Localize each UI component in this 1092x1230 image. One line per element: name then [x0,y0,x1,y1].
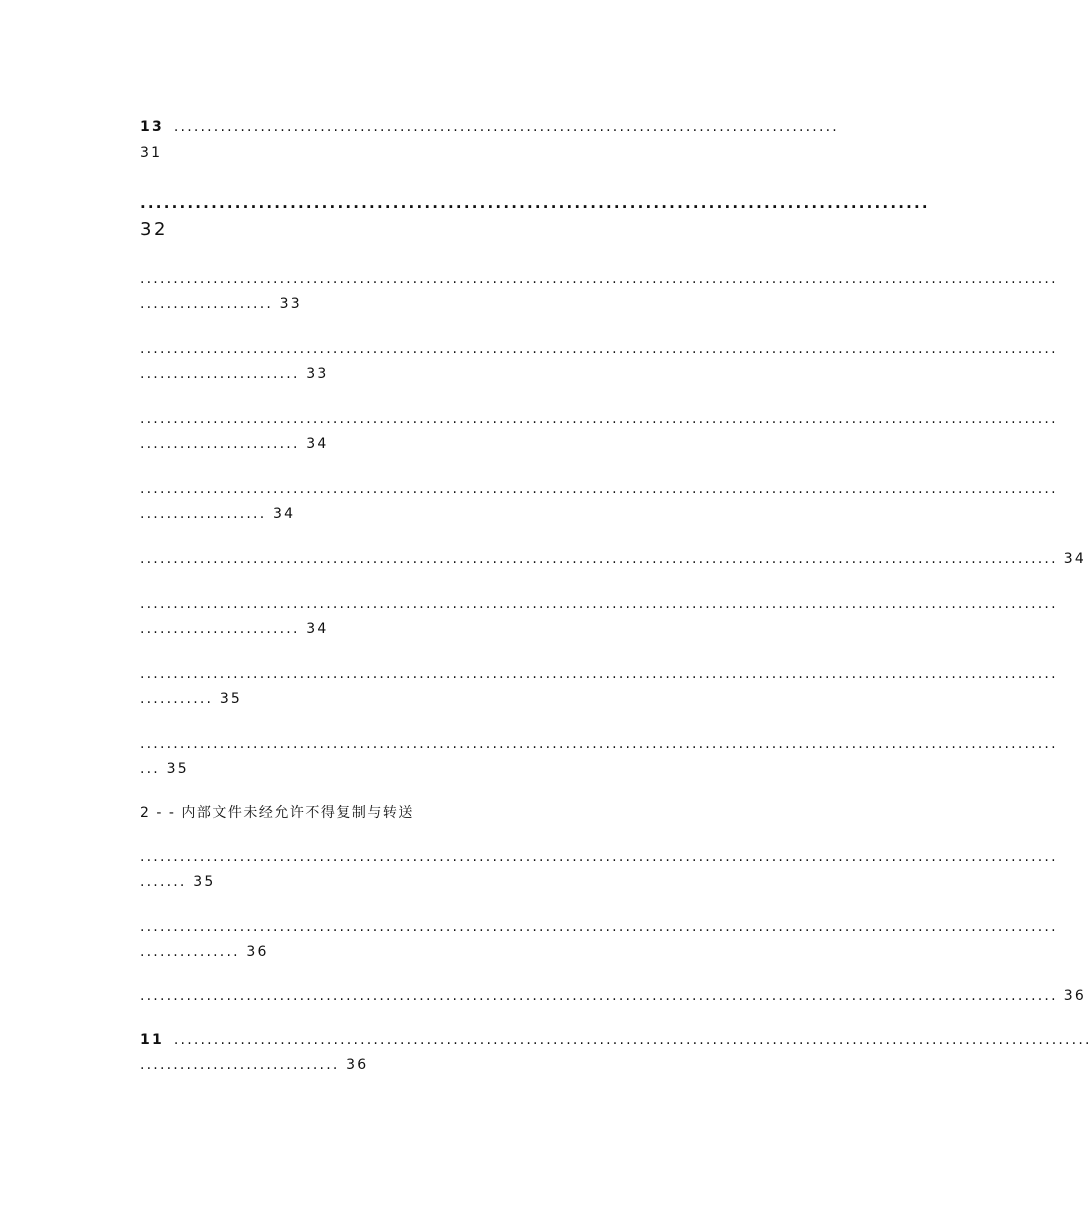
toc-entry-tail [140,295,810,313]
toc-entry-line [140,1031,1092,1049]
toc-page-number: 33 [306,366,329,382]
toc-leader-dots: ........................ [140,621,300,637]
toc-entry[interactable] [140,665,1058,708]
toc-entry[interactable] [140,735,1058,778]
toc-leader-dots: ....... [140,874,187,890]
toc-entry[interactable] [140,1031,1092,1074]
toc-entry-tail [140,435,810,453]
toc-entry-tail [140,690,810,708]
toc-entry[interactable] [140,118,839,162]
toc-page-number: 36 [1063,988,1086,1004]
toc-leader-dots: .......................................................................................................................................... [140,666,1058,682]
toc-leader-dots: ... [140,761,160,777]
toc-page-number: 35 [166,761,189,777]
toc-page-number: 34 [1063,551,1086,567]
toc-entry-tail [140,365,810,383]
toc-leader-dots: ........................ [140,436,300,452]
toc-page-number: 34 [273,506,296,522]
toc-leader-dots: .................... [140,296,274,312]
toc-leader-dots: .................................................................................................... [140,194,930,212]
toc-entry[interactable] [140,848,1058,891]
toc-leader-dots: .......................................................................................................................................... [140,849,1058,865]
toc-entry-tail [140,943,810,961]
toc-leader-dots: .......................................................................................................................................... [140,341,1058,357]
toc-leader-dots: .......................................................................................................................................... [140,988,1058,1004]
toc-page-number: 32 [140,219,169,240]
toc-entry-tail [140,760,810,778]
toc-page-number: 35 [219,691,243,707]
toc-entry[interactable] [140,270,1058,313]
toc-page-number: 36 [246,944,269,960]
toc-leader-dots: ................... [140,506,267,522]
toc-entry[interactable] [140,340,1058,383]
toc-page-number: 34 [306,621,329,637]
toc-leader-dots: .......................................................................................................................................... [140,481,1058,497]
toc-page-number: 36 [346,1057,369,1073]
toc-entry[interactable] [140,550,1086,568]
toc-leader-dots: .............................. [140,1057,340,1073]
toc-leader-dots: ........... [140,691,214,707]
toc-entry[interactable] [140,987,1086,1005]
toc-entry-number: 13 [140,119,164,135]
toc-entry-tail [140,620,810,638]
toc-entry[interactable] [140,194,930,242]
toc-entry[interactable] [140,410,1058,453]
toc-page-number: 34 [306,436,329,452]
toc-page-number: 35 [193,874,216,890]
toc-entry-tail [140,505,810,523]
toc-entry-number: 11 [140,1032,164,1048]
toc-entry-tail [140,1056,810,1074]
toc-leader-dots: ............... [140,944,240,960]
toc-entry-tail [140,873,810,891]
page-footer: 2 - - 内部文件未经允许不得复制与转送 [140,805,414,821]
toc-entry-line [140,987,1086,1005]
toc-entry[interactable] [140,480,1058,523]
toc-page-number: 31 [140,145,163,161]
toc-leader-dots: .......................................................................................................................................... [140,919,1058,935]
toc-entry[interactable] [140,918,1058,961]
toc-leader-dots: .......................................................................................................................................... [140,271,1058,287]
toc-entry[interactable] [140,595,1058,638]
toc-entry-line [140,118,839,136]
toc-leader-dots: .......................................................................................................................................... [140,411,1058,427]
toc-leader-dots: .................................................................................................... [173,119,839,135]
toc-page-number: 33 [279,296,302,312]
toc-leader-dots: .......................................................................................................................................... [140,736,1058,752]
toc-entry-line [140,550,1086,568]
toc-leader-dots: ........................ [140,366,300,382]
toc-leader-dots: .......................................................................................................................................... [173,1032,1092,1048]
toc-leader-dots: .......................................................................................................................................... [140,551,1058,567]
toc-leader-dots: .......................................................................................................................................... [140,596,1058,612]
